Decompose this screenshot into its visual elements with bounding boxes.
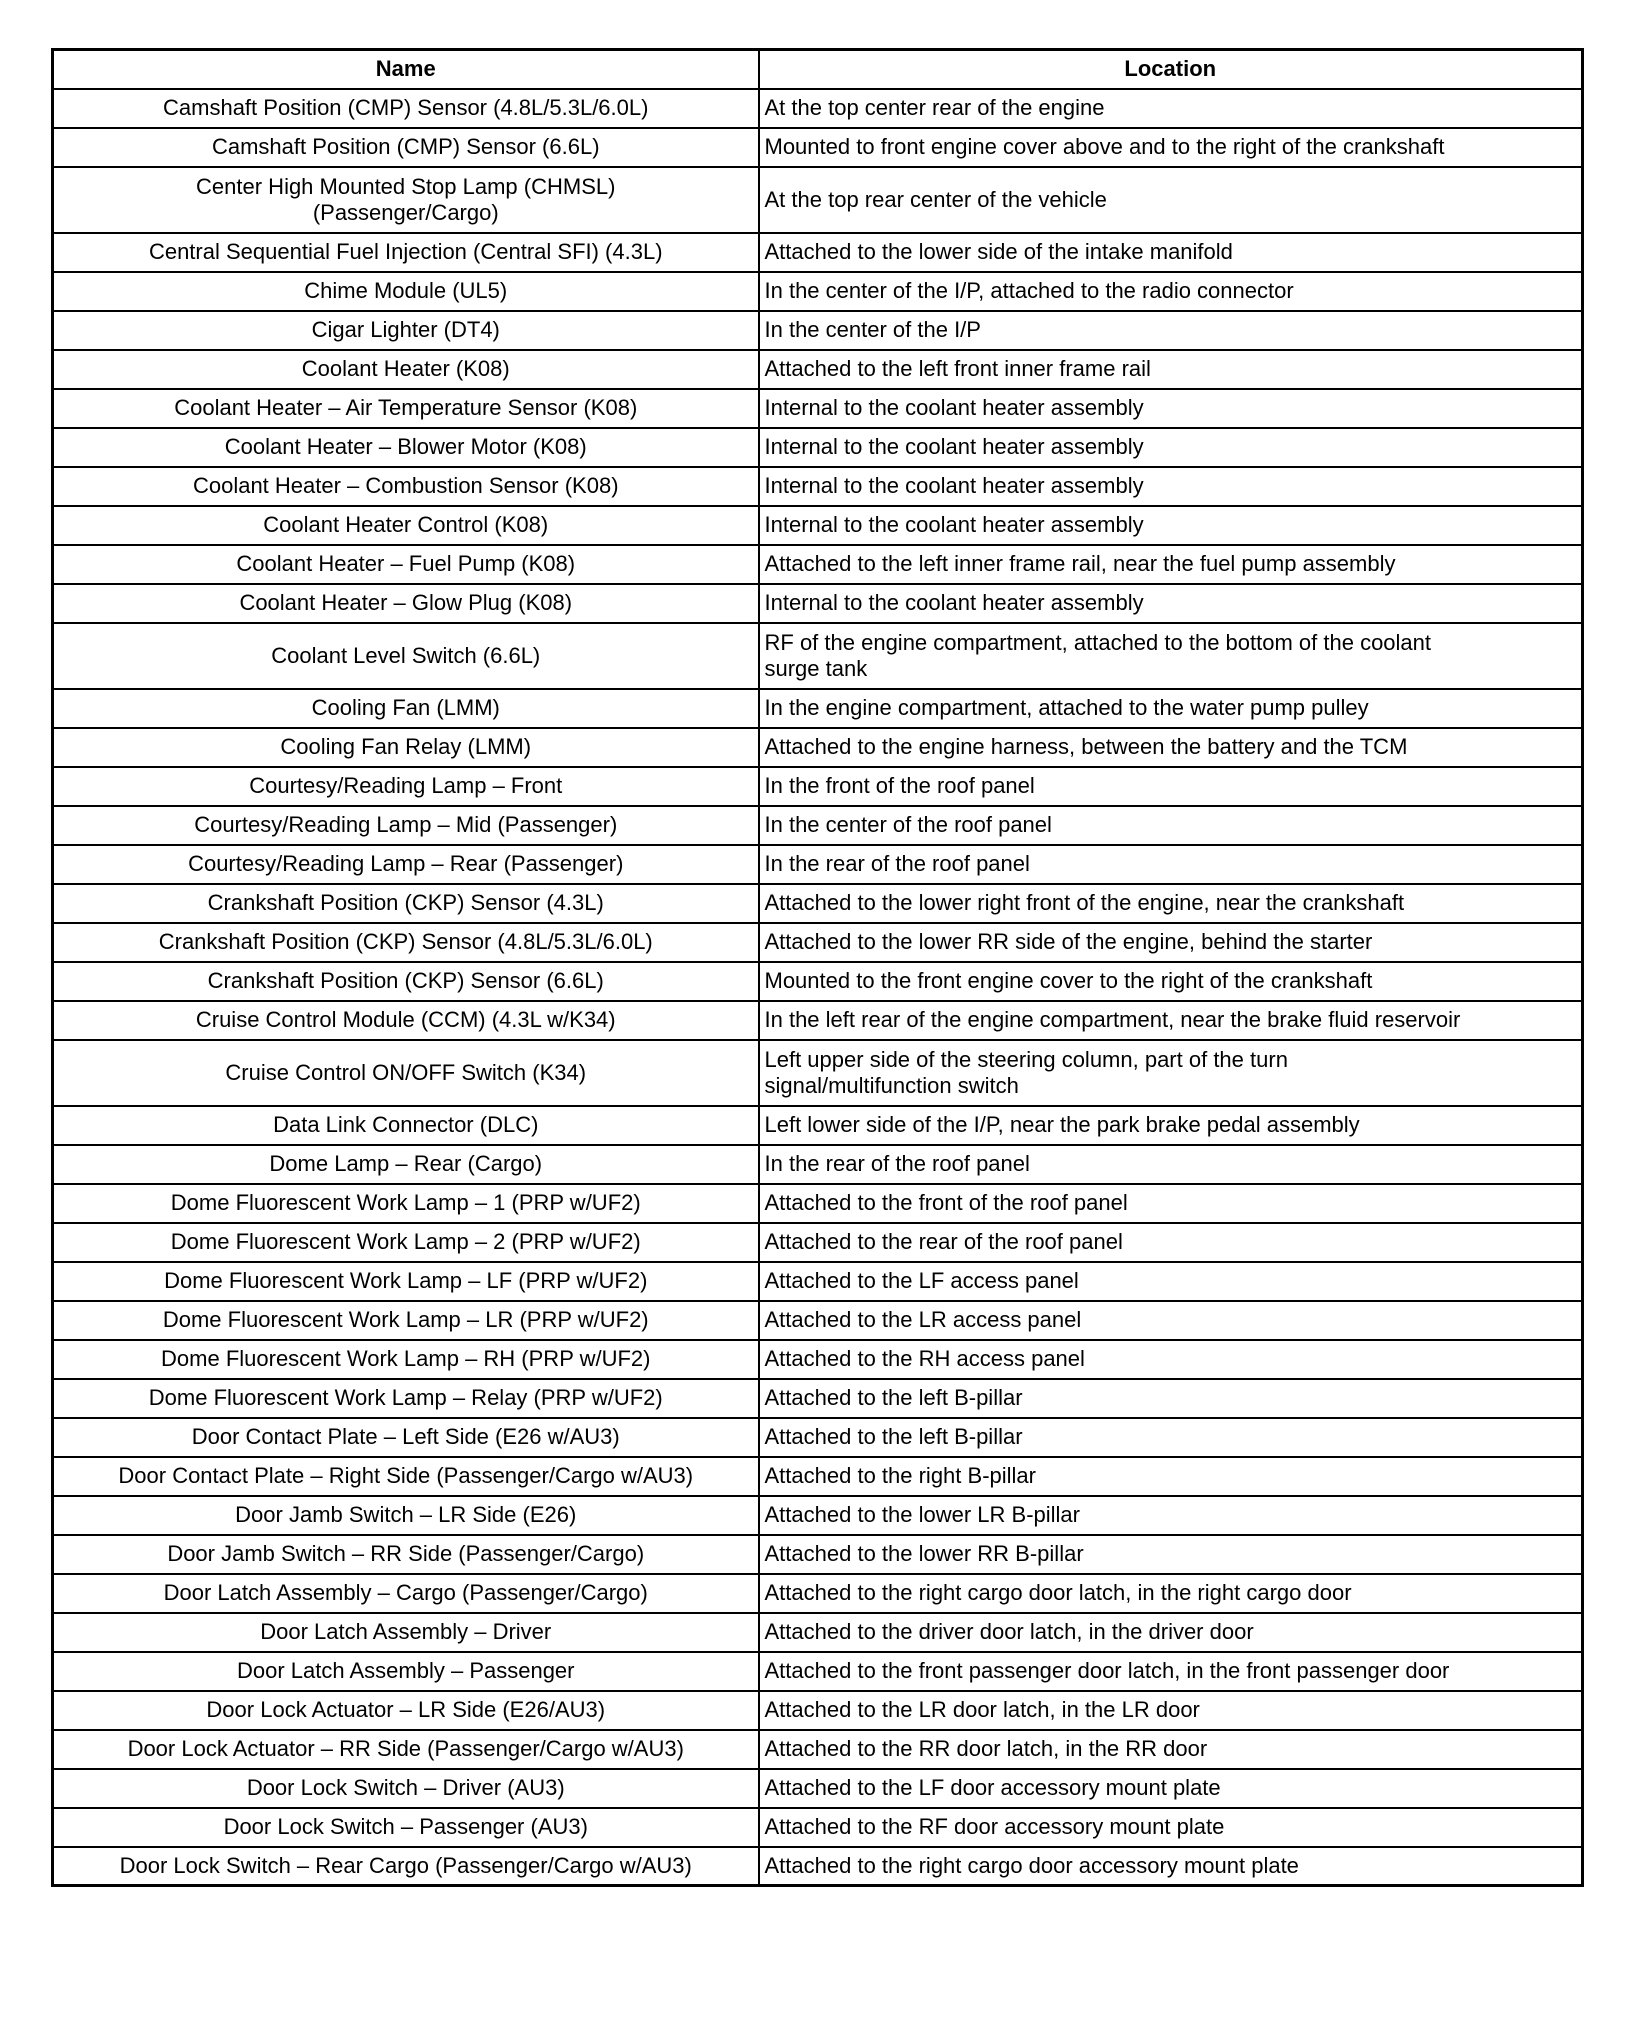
component-location-cell [759, 1496, 1583, 1535]
component-location-cell [759, 623, 1583, 689]
component-name: Dome Fluorescent Work Lamp – 1 (PRP w/UF2) [170, 1190, 641, 1215]
component-name: Coolant Heater (K08) [301, 356, 510, 381]
component-location-cell [759, 1535, 1583, 1574]
component-name: Crankshaft Position (CKP) Sensor (4.3L) [207, 890, 604, 915]
table-row [53, 689, 1583, 728]
component-location: In the rear of the roof panel [764, 1151, 1030, 1176]
component-name-cell [53, 272, 759, 311]
component-name: Door Lock Actuator – RR Side (Passenger/Cargo w/AU3) [127, 1736, 684, 1761]
component-location: Mounted to the front engine cover to the right of the crankshaft [764, 968, 1373, 993]
table-row [53, 1691, 1583, 1730]
component-name-cell [53, 767, 759, 806]
component-location: Attached to the RH access panel [764, 1346, 1085, 1371]
component-location-cell [759, 1301, 1583, 1340]
component-location-cell [759, 1040, 1583, 1106]
component-name-cell [53, 233, 759, 272]
component-name-continued: (Passenger/Cargo) [312, 199, 499, 225]
component-location: Attached to the front passenger door latch, in the front passenger door [764, 1658, 1450, 1683]
component-name: Door Latch Assembly – Passenger [236, 1658, 575, 1683]
table-row [53, 128, 1583, 167]
table-row [53, 1040, 1583, 1106]
component-location-cell [759, 350, 1583, 389]
component-name: Coolant Heater – Blower Motor (K08) [224, 434, 587, 459]
table-row [53, 89, 1583, 128]
component-name-cell [53, 962, 759, 1001]
table-row [53, 545, 1583, 584]
component-location-cell [759, 1613, 1583, 1652]
component-location-cell [759, 233, 1583, 272]
component-name-cell [53, 1040, 759, 1106]
table-row [53, 1457, 1583, 1496]
table-row [53, 311, 1583, 350]
component-location-cell [759, 1691, 1583, 1730]
component-name: Dome Fluorescent Work Lamp – 2 (PRP w/UF2) [170, 1229, 641, 1254]
component-location-cell [759, 389, 1583, 428]
component-name-cell [53, 1613, 759, 1652]
component-location: Left upper side of the steering column, part of the turn [764, 1046, 1288, 1072]
component-location-continued: surge tank [764, 655, 868, 681]
component-name-cell [53, 623, 759, 689]
component-location-cell [759, 89, 1583, 128]
component-name: Door Lock Switch – Rear Cargo (Passenger/Cargo w/AU3) [119, 1852, 692, 1878]
component-location-cell [759, 1457, 1583, 1496]
component-name-cell [53, 1379, 759, 1418]
component-name-cell [53, 311, 759, 350]
component-location: In the center of the I/P, attached to the radio connector [764, 278, 1294, 303]
component-name: Coolant Heater – Fuel Pump (K08) [236, 551, 576, 576]
component-name-cell [53, 1691, 759, 1730]
component-name-cell [53, 545, 759, 584]
component-name-cell [53, 1340, 759, 1379]
table-row [53, 1301, 1583, 1340]
component-name: Dome Fluorescent Work Lamp – RH (PRP w/UF2) [161, 1346, 651, 1371]
component-location: Attached to the left B-pillar [764, 1424, 1023, 1449]
table-row [53, 350, 1583, 389]
table-row [53, 584, 1583, 623]
component-location-cell [759, 506, 1583, 545]
component-location-cell [759, 962, 1583, 1001]
component-location: Left lower side of the I/P, near the park brake pedal assembly [764, 1112, 1360, 1137]
component-location-cell [759, 689, 1583, 728]
component-name-cell [53, 128, 759, 167]
component-location: Internal to the coolant heater assembly [764, 473, 1144, 498]
component-location: RF of the engine compartment, attached to the bottom of the coolant [764, 629, 1432, 655]
component-name-cell [53, 1301, 759, 1340]
component-location: In the left rear of the engine compartment, near the brake fluid reservoir [764, 1007, 1461, 1032]
component-location: In the front of the roof panel [764, 773, 1035, 798]
name-column-header: Name [53, 50, 759, 89]
table-row [53, 1613, 1583, 1652]
component-name: Door Jamb Switch – RR Side (Passenger/Cargo) [167, 1541, 645, 1566]
component-location-cell [759, 1001, 1583, 1040]
component-name: Door Latch Assembly – Cargo (Passenger/Cargo) [163, 1580, 648, 1605]
component-name: Camshaft Position (CMP) Sensor (6.6L) [211, 134, 600, 159]
component-name-cell [53, 689, 759, 728]
component-location-cell [759, 1847, 1583, 1886]
component-name: Coolant Level Switch (6.6L) [271, 642, 541, 668]
table-row [53, 1379, 1583, 1418]
table-row [53, 767, 1583, 806]
component-name: Dome Lamp – Rear (Cargo) [269, 1151, 543, 1176]
table-row [53, 962, 1583, 1001]
component-name-cell [53, 428, 759, 467]
component-location: Attached to the left inner frame rail, near the fuel pump assembly [764, 551, 1396, 576]
component-name: Crankshaft Position (CKP) Sensor (4.8L/5.3L/6.0L) [158, 929, 653, 954]
component-location: In the center of the I/P [764, 317, 981, 342]
component-location: Attached to the lower RR side of the engine, behind the starter [764, 929, 1373, 954]
component-location-cell [759, 1340, 1583, 1379]
location-column-header: Location [759, 50, 1583, 89]
table-row [53, 1262, 1583, 1301]
table-row [53, 623, 1583, 689]
component-name-cell [53, 884, 759, 923]
component-name: Center High Mounted Stop Lamp (CHMSL) [196, 173, 616, 199]
component-location: Attached to the LR door latch, in the LR door [764, 1697, 1200, 1722]
component-location: Attached to the driver door latch, in the driver door [764, 1619, 1254, 1644]
component-name: Dome Fluorescent Work Lamp – LF (PRP w/UF2) [164, 1268, 648, 1293]
table-row [53, 167, 1583, 233]
component-location-cell [759, 767, 1583, 806]
table-row [53, 1184, 1583, 1223]
component-name: Dome Fluorescent Work Lamp – Relay (PRP w/UF2) [148, 1385, 663, 1410]
component-location-cell [759, 1730, 1583, 1769]
component-name-cell [53, 1418, 759, 1457]
component-location-cell [759, 845, 1583, 884]
component-location-cell [759, 728, 1583, 767]
component-location-cell [759, 1769, 1583, 1808]
component-location: Attached to the LF access panel [764, 1268, 1079, 1293]
component-location: In the engine compartment, attached to the water pump pulley [764, 695, 1369, 720]
table-row [53, 506, 1583, 545]
component-location-cell [759, 1379, 1583, 1418]
table-row [53, 1769, 1583, 1808]
component-location-cell [759, 1106, 1583, 1145]
table-body [53, 89, 1583, 1886]
component-name: Cruise Control ON/OFF Switch (K34) [225, 1059, 587, 1085]
component-name: Cooling Fan Relay (LMM) [280, 734, 532, 759]
table-row [53, 1145, 1583, 1184]
table-row [53, 1106, 1583, 1145]
component-name-cell [53, 584, 759, 623]
component-location: Attached to the engine harness, between the battery and the TCM [764, 734, 1408, 759]
table-row [53, 1535, 1583, 1574]
component-location-cell [759, 1574, 1583, 1613]
component-name: Coolant Heater Control (K08) [263, 512, 549, 537]
component-name-cell [53, 1730, 759, 1769]
component-location-cell [759, 1145, 1583, 1184]
component-name: Door Lock Switch – Driver (AU3) [246, 1775, 565, 1800]
component-location-cell [759, 1652, 1583, 1691]
component-location-cell [759, 1223, 1583, 1262]
component-location-cell [759, 923, 1583, 962]
component-name-cell [53, 845, 759, 884]
component-location-cell [759, 428, 1583, 467]
table-row [53, 728, 1583, 767]
component-name-cell [53, 350, 759, 389]
component-location: Attached to the RR door latch, in the RR door [764, 1736, 1208, 1761]
component-location-cell [759, 272, 1583, 311]
component-name: Chime Module (UL5) [304, 278, 508, 303]
component-name-cell [53, 389, 759, 428]
component-location: In the rear of the roof panel [764, 851, 1030, 876]
table-row [53, 272, 1583, 311]
component-name-cell [53, 728, 759, 767]
component-name-cell [53, 1262, 759, 1301]
table-row [53, 1001, 1583, 1040]
component-name: Crankshaft Position (CKP) Sensor (6.6L) [207, 968, 604, 993]
component-name: Central Sequential Fuel Injection (Central SFI) (4.3L) [148, 239, 663, 264]
component-location: Attached to the rear of the roof panel [764, 1229, 1123, 1254]
component-name: Cigar Lighter (DT4) [311, 317, 500, 342]
component-name: Dome Fluorescent Work Lamp – LR (PRP w/UF2) [162, 1307, 649, 1332]
component-location: Internal to the coolant heater assembly [764, 395, 1144, 420]
component-location-cell [759, 1184, 1583, 1223]
table-row [53, 1496, 1583, 1535]
table-row [53, 1223, 1583, 1262]
component-location-cell [759, 584, 1583, 623]
component-location: Attached to the right cargo door latch, in the right cargo door [764, 1580, 1352, 1605]
table-header-row [53, 50, 1583, 89]
component-location: Attached to the LF door accessory mount plate [764, 1775, 1221, 1800]
component-name-cell [53, 1847, 759, 1886]
table-row [53, 1847, 1583, 1886]
table-row [53, 806, 1583, 845]
table-row [53, 1808, 1583, 1847]
component-name-cell [53, 1457, 759, 1496]
component-location-cell [759, 311, 1583, 350]
component-name: Courtesy/Reading Lamp – Rear (Passenger) [188, 851, 624, 876]
component-name: Door Latch Assembly – Driver [260, 1619, 552, 1644]
component-name: Door Contact Plate – Left Side (E26 w/AU3) [191, 1424, 620, 1449]
component-name-cell [53, 1652, 759, 1691]
component-location-cell [759, 1418, 1583, 1457]
component-location: Attached to the lower LR B-pillar [764, 1502, 1080, 1527]
table-row [53, 467, 1583, 506]
component-name: Data Link Connector (DLC) [273, 1112, 539, 1137]
component-name: Coolant Heater – Air Temperature Sensor (K08) [174, 395, 638, 420]
component-name: Coolant Heater – Glow Plug (K08) [239, 590, 573, 615]
component-location: Internal to the coolant heater assembly [764, 512, 1144, 537]
component-location-cell [759, 1262, 1583, 1301]
component-name-cell [53, 1223, 759, 1262]
component-name: Courtesy/Reading Lamp – Front [249, 773, 563, 798]
table-row [53, 923, 1583, 962]
component-name-cell [53, 1808, 759, 1847]
component-name-cell [53, 1769, 759, 1808]
component-location: Attached to the LR access panel [764, 1307, 1082, 1332]
component-location: Attached to the right cargo door accessory mount plate [764, 1852, 1299, 1878]
component-name-cell [53, 1145, 759, 1184]
component-name: Cooling Fan (LMM) [311, 695, 500, 720]
component-name: Door Jamb Switch – LR Side (E26) [235, 1502, 577, 1527]
component-name-cell [53, 923, 759, 962]
component-location: Mounted to front engine cover above and to the right of the crankshaft [764, 134, 1445, 159]
component-location: At the top center rear of the engine [764, 95, 1105, 120]
component-location-table [51, 48, 1584, 1887]
component-name-cell [53, 167, 759, 233]
component-name-cell [53, 1496, 759, 1535]
component-location: Attached to the right B-pillar [764, 1463, 1036, 1488]
table-row [53, 1730, 1583, 1769]
component-location: Attached to the left B-pillar [764, 1385, 1023, 1410]
component-name: Cruise Control Module (CCM) (4.3L w/K34) [195, 1007, 616, 1032]
component-location-cell [759, 1808, 1583, 1847]
table-row [53, 1340, 1583, 1379]
component-name-cell [53, 1574, 759, 1613]
component-location-continued: signal/multifunction switch [764, 1072, 1019, 1098]
component-name-cell [53, 806, 759, 845]
component-location-cell [759, 884, 1583, 923]
component-name-cell [53, 89, 759, 128]
component-location-cell [759, 128, 1583, 167]
component-name: Door Lock Actuator – LR Side (E26/AU3) [206, 1697, 606, 1722]
component-location: Attached to the RF door accessory mount plate [764, 1814, 1225, 1839]
table-row [53, 1574, 1583, 1613]
component-location: Internal to the coolant heater assembly [764, 590, 1144, 615]
component-location-cell [759, 167, 1583, 233]
table-row [53, 1418, 1583, 1457]
table-row [53, 428, 1583, 467]
component-name-cell [53, 506, 759, 545]
component-location: Attached to the front of the roof panel [764, 1190, 1128, 1215]
component-location: Attached to the lower side of the intake manifold [764, 239, 1233, 264]
component-name-cell [53, 1001, 759, 1040]
component-name: Door Contact Plate – Right Side (Passenger/Cargo w/AU3) [118, 1463, 694, 1488]
component-location-cell [759, 806, 1583, 845]
component-name: Courtesy/Reading Lamp – Mid (Passenger) [194, 812, 618, 837]
table-row [53, 884, 1583, 923]
component-location: Internal to the coolant heater assembly [764, 434, 1144, 459]
component-location: Attached to the lower RR B-pillar [764, 1541, 1084, 1566]
table-row [53, 233, 1583, 272]
component-name-cell [53, 1535, 759, 1574]
component-name: Coolant Heater – Combustion Sensor (K08) [192, 473, 619, 498]
component-location: Attached to the lower right front of the engine, near the crankshaft [764, 890, 1405, 915]
component-name: Camshaft Position (CMP) Sensor (4.8L/5.3L/6.0L) [163, 95, 649, 120]
component-name-cell [53, 1106, 759, 1145]
component-name: Door Lock Switch – Passenger (AU3) [223, 1814, 588, 1839]
component-name-cell [53, 1184, 759, 1223]
component-name-cell [53, 467, 759, 506]
table-row [53, 389, 1583, 428]
table-row [53, 1652, 1583, 1691]
component-location: Attached to the left front inner frame rail [764, 356, 1151, 381]
table-row [53, 845, 1583, 884]
component-location: In the center of the roof panel [764, 812, 1052, 837]
component-location-cell [759, 545, 1583, 584]
component-location-cell [759, 467, 1583, 506]
component-location: At the top rear center of the vehicle [764, 186, 1107, 212]
